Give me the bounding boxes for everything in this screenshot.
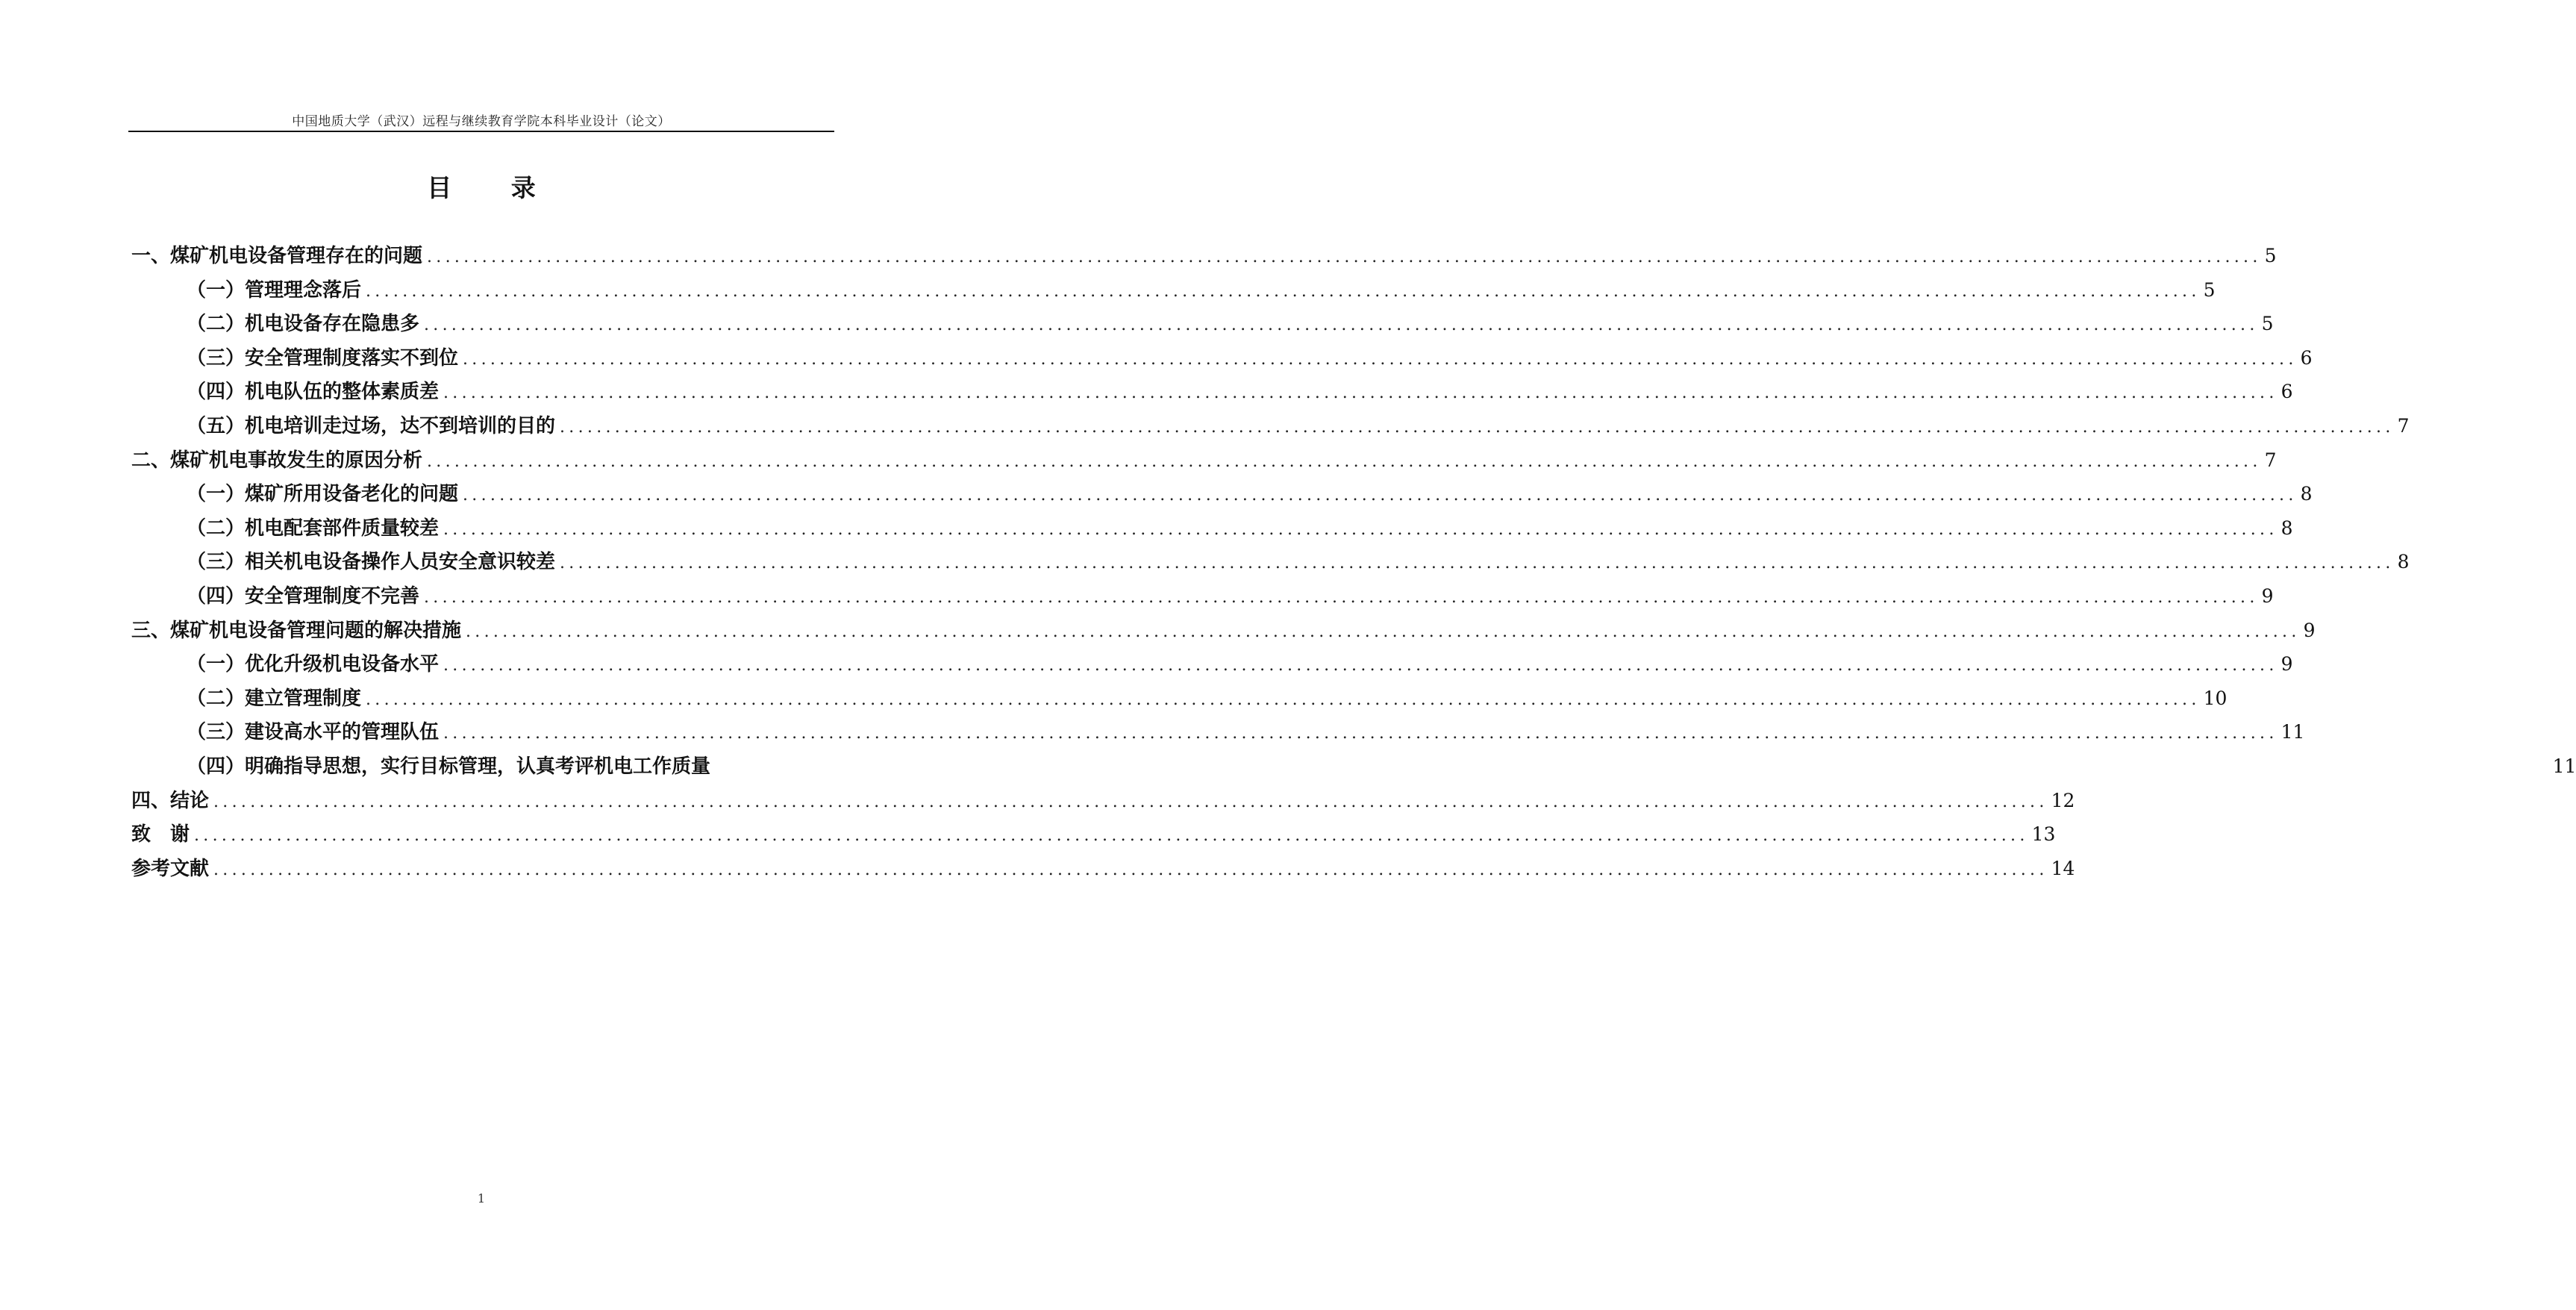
toc-dot-leader: ........................................................................................................................................................................................................ bbox=[443, 724, 2278, 743]
toc-section-entry[interactable] bbox=[131, 307, 2274, 341]
toc-section-entry[interactable] bbox=[131, 409, 2410, 443]
toc-dot-leader: ........................................................................................................................................................................................................ bbox=[194, 826, 2029, 846]
toc-dot-leader: ........................................................................................................................................................................................................ bbox=[424, 316, 2259, 335]
toc-page-number: 11 bbox=[2552, 755, 2576, 777]
toc-dot-leader: ........................................................................................................................................................................................................ bbox=[427, 248, 2262, 266]
toc-chapter-entry[interactable] bbox=[131, 784, 2075, 818]
toc-section-entry[interactable] bbox=[131, 715, 2305, 749]
toc-dot-leader: ........................................................................................................................................................................................................ bbox=[366, 281, 2201, 301]
toc-page-number: 9 bbox=[2303, 619, 2316, 641]
toc-dot-leader bbox=[715, 751, 2550, 785]
toc-dot-leader: ........................................................................................................................................................................................................ bbox=[443, 520, 2278, 539]
toc-section-entry[interactable] bbox=[131, 341, 2313, 375]
toc-page-number: 6 bbox=[2280, 381, 2293, 403]
toc-dot-leader: ........................................................................................................................................................................................................ bbox=[213, 792, 2048, 811]
toc-section-entry[interactable] bbox=[131, 681, 2228, 716]
toc-entry-title: 一、煤矿机电设备管理存在的问题 bbox=[131, 245, 423, 267]
toc-entry-title: （一）煤矿所用设备老化的问题 bbox=[187, 483, 459, 506]
toc-entry-title: （四）安全管理制度不完善 bbox=[187, 584, 420, 608]
toc-entry-title: （四）机电队伍的整体素质差 bbox=[187, 381, 440, 404]
toc-section-entry[interactable] bbox=[131, 511, 2293, 546]
toc-dot-leader: ........................................................................................................................................................................................................ bbox=[463, 486, 2298, 505]
toc-dot-leader: ........................................................................................................................................................................................................ bbox=[213, 860, 2048, 879]
toc-entry-title: 参考文献 bbox=[131, 857, 210, 880]
toc-dot-leader: ........................................................................................................................................................................................................ bbox=[427, 452, 2262, 471]
toc-section-entry[interactable] bbox=[131, 647, 2293, 681]
toc-entry-title: （三）建设高水平的管理队伍 bbox=[187, 721, 440, 744]
toc-dot-leader: ........................................................................................................................................................................................................ bbox=[443, 656, 2278, 676]
toc-page-number: 9 bbox=[2261, 584, 2274, 607]
toc-section-entry[interactable] bbox=[131, 749, 2576, 784]
toc-page-number: 8 bbox=[2397, 551, 2410, 573]
toc-page-number: 12 bbox=[2051, 789, 2075, 811]
toc-entry-title: 三、煤矿机电设备管理问题的解决措施 bbox=[131, 619, 462, 642]
toc-page-number: 8 bbox=[2280, 517, 2293, 539]
toc-page-number: 8 bbox=[2300, 483, 2313, 505]
toc-entry-title: （二）机电配套部件质量较差 bbox=[187, 517, 440, 540]
page-number: 1 bbox=[477, 1191, 486, 1205]
toc-dot-leader: ........................................................................................................................................................................................................ bbox=[424, 587, 2259, 607]
toc-chapter-entry[interactable] bbox=[131, 817, 2056, 852]
toc-section-entry[interactable] bbox=[131, 545, 2410, 579]
toc-section-entry[interactable] bbox=[131, 375, 2293, 409]
toc-dot-leader: ........................................................................................................................................................................................................ bbox=[560, 417, 2395, 437]
toc-entry-title: （一）管理理念落后 bbox=[187, 278, 362, 302]
toc-entry-title: 二、煤矿机电事故发生的原因分析 bbox=[131, 449, 423, 472]
toc-entry-title: （一）优化升级机电设备水平 bbox=[187, 653, 440, 676]
toc-dot-leader: ........................................................................................................................................................................................................ bbox=[366, 690, 2201, 709]
toc-page-number: 5 bbox=[2261, 313, 2274, 335]
toc-entry-title: （二）建立管理制度 bbox=[187, 687, 362, 710]
toc-entry-title: （四）明确指导思想，实行目标管理，认真考评机电工作质量 bbox=[187, 755, 711, 778]
toc-entry-title: 四、结论 bbox=[131, 789, 210, 812]
toc-chapter-entry[interactable] bbox=[131, 852, 2075, 886]
toc-chapter-entry[interactable] bbox=[131, 239, 2277, 273]
toc-page-number: 6 bbox=[2300, 346, 2313, 369]
toc-section-entry[interactable] bbox=[131, 273, 2216, 308]
toc-title: 目 录 bbox=[427, 173, 561, 202]
toc-entry-title: （三）相关机电设备操作人员安全意识较差 bbox=[187, 551, 556, 574]
toc-section-entry[interactable] bbox=[131, 477, 2313, 511]
toc-page-number: 11 bbox=[2280, 721, 2305, 743]
toc-dot-leader: ........................................................................................................................................................................................................ bbox=[443, 384, 2278, 403]
toc-entry-title: （五）机电培训走过场，达不到培训的目的 bbox=[187, 414, 556, 437]
toc-page-number: 14 bbox=[2051, 857, 2075, 879]
toc-page-number: 5 bbox=[2203, 278, 2216, 301]
toc-dot-leader: ........................................................................................................................................................................................................ bbox=[463, 349, 2298, 369]
toc-page-number: 5 bbox=[2264, 245, 2277, 266]
toc-entry-title: 致 谢 bbox=[131, 823, 190, 846]
toc-page-number: 7 bbox=[2264, 449, 2277, 471]
toc-section-entry[interactable] bbox=[131, 579, 2274, 614]
toc-page-number: 10 bbox=[2203, 687, 2228, 709]
table-of-contents bbox=[131, 239, 2576, 885]
toc-dot-leader: ........................................................................................................................................................................................................ bbox=[466, 622, 2301, 641]
toc-chapter-entry[interactable] bbox=[131, 443, 2277, 478]
running-header: 中国地质大学（武汉）远程与继续教育学院本科毕业设计（论文） bbox=[292, 114, 671, 129]
toc-entry-title: （三）安全管理制度落实不到位 bbox=[187, 346, 459, 369]
toc-page-number: 13 bbox=[2031, 823, 2056, 846]
toc-entry-title: （二）机电设备存在隐患多 bbox=[187, 313, 420, 336]
header-rule bbox=[128, 131, 834, 132]
toc-page-number: 7 bbox=[2397, 414, 2410, 437]
toc-page-number: 9 bbox=[2280, 653, 2293, 676]
toc-dot-leader: ........................................................................................................................................................................................................ bbox=[560, 554, 2395, 573]
toc-chapter-entry[interactable] bbox=[131, 614, 2316, 648]
